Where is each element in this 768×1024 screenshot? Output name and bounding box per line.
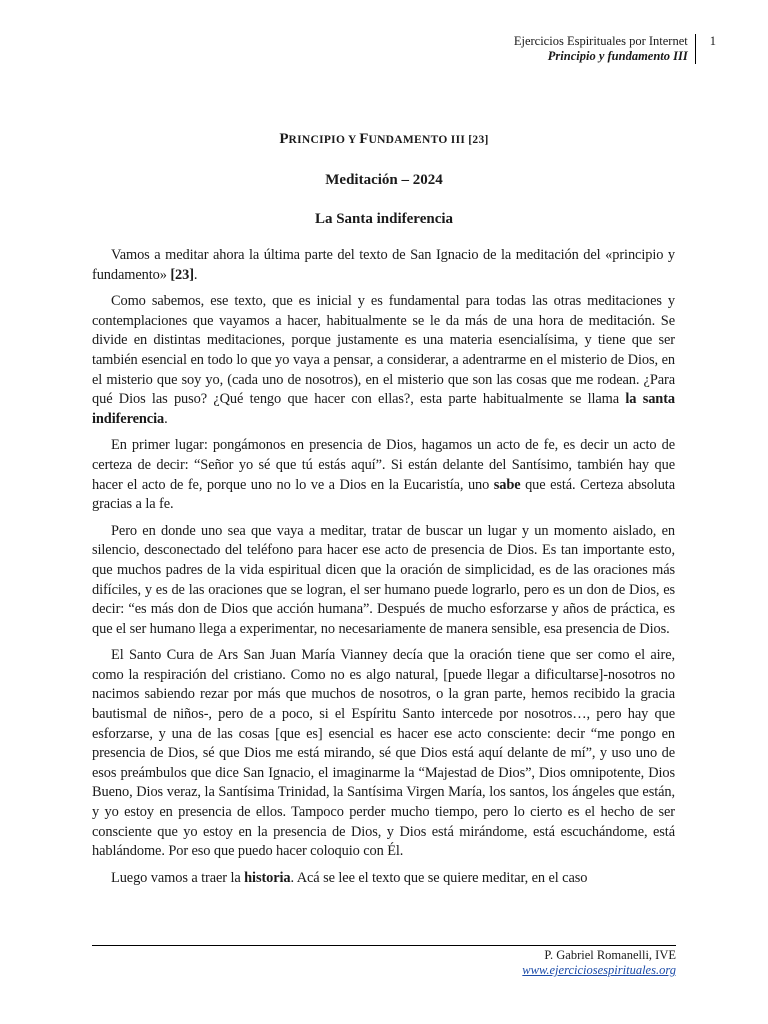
title-initial-f: F [359,131,369,147]
p2-bold: la santa indiferencia [92,391,676,427]
body-text [92,246,675,895]
paragraph-1 [92,246,675,285]
p3-text: En primer lugar: pongámonos en presencia de Dios, hagamos un acto de fe, es decir un acto de certeza de decir: “Señor yo sé que tú estás aquí”. Si están delante del Santísimo, también hay que hacer el acto de fe, porque uno no lo ve a Dios en la Eucaristía, uno [92,437,675,493]
p1-end: . [193,266,198,283]
header-doc-subtitle: Principio y fundamento III [547,49,688,63]
title-rest-1: RINCIPIO Y [288,134,360,146]
paragraph-5: El Santo Cura de Ars San Juan María Vianney decía que la oración tiene que ser como el aire, como la respiración del cristiano. Como no es algo natural, [puede llegar a dificultarse]-nosotros no nacimos sabiendo rezar por más que muchos de nosotros, o la gran parte, hemos recibido la gracia bautismal de niños-, pero de a poco, si el Espíritu Santo intercede por nosotros…, pero hay que esforzarse, y una de las cosas [que es] esencial es hacer ese acto consciente: decir “me pongo en presencia de Dios, sé que Dios me está mirando, sé que Dios está aquí delante de mí”, y uso uno de esos preámbulos que dice San Ignacio, el imaginarme la “Majestad de Dios”, Dios omnipotente, Dios Bueno, Dios veraz, la Santísima Trinidad, la Santísima Virgen María, los santos, los ángeles que están, y yo estoy en presencia de ellos. Tampoco perder mucho tiempo, pero lo cierto es el hecho de ser consciente que yo estoy en la presencia de Dios, y Dios está mirándome, está escuchándome, está hablándome. Por eso que puedo hacer coloquio con Él. [92,647,675,860]
paragraph-6 [92,869,675,889]
footer-divider [92,945,676,946]
paragraph-4: Pero en donde uno sea que vaya a meditar, tratar de buscar un lugar y un momento aislado, en silencio, desconectado del teléfono para hacer ese acto de presencia de Dios. Es tan importante esto, que muchos padres de la vida espiritual dicen que la oración de simplicidad, es de las oraciones más difíciles, y es de las oraciones que se logran, el ser humano puede lograrlo, pero es un don de Dios, es decir: “es más don de Dios que acción humana”. Después de mucho esforzarse y años de práctica, es que el ser humano llega a experimentar, no necesariamente de manera sensible, esa presencia de Dios. [92,522,675,637]
p6-text: Luego vamos a traer la [111,869,245,886]
p2-text: Como sabemos, ese texto, que es inicial y es fundamental para todas las otras meditaciones y contemplaciones que vayamos a hacer, habitualmente se le da más de una hora de meditación. Se divide en distintas meditaciones, porque justamente es una materia esencialísima, y tiene que ser también esencial en todo lo que yo vaya a pensar, a considerar, a adentrarme en el misterio de Dios, en el misterio que soy yo, (cada uno de nosotros), en el misterio que son las cosas que me rodean. ¿Para qué Dios las puso? ¿Qué tengo que hacer con ellas?, esta parte habitualmente se llama [92,293,675,408]
paragraph-3 [92,436,675,514]
p2-end: . [164,410,168,427]
footer-website-link[interactable]: www.ejerciciosespirituales.org [522,963,676,977]
p6-end: . Acá se lee el texto que se quiere meditar, en el caso [290,869,588,886]
paragraph-2 [92,292,675,429]
p3-end: que está. Certeza absoluta gracias a la fe. [92,476,675,513]
title-initial-p: P [279,131,289,147]
p1-bold-ref: [23] [170,266,194,283]
running-header [514,34,716,64]
p6-bold: historia [244,869,291,886]
running-footer [522,948,676,978]
title-rest-2: UNDAMENTO III [23] [368,134,489,146]
page-number: 1 [709,34,716,48]
subtitle-theme: La Santa indiferencia [314,211,454,227]
p1-text: Vamos a meditar ahora la última parte del texto de San Ignacio de la meditación del «principio y fundamento» [92,247,675,283]
header-doc-title: Ejercicios Espirituales por Internet [513,34,688,48]
footer-author: P. Gabriel Romanelli, IVE [544,948,676,962]
page-title [0,131,768,148]
header-text [514,34,695,64]
subtitle-meditation: Meditación – 2024 [325,172,443,188]
p3-bold: sabe [493,476,521,493]
